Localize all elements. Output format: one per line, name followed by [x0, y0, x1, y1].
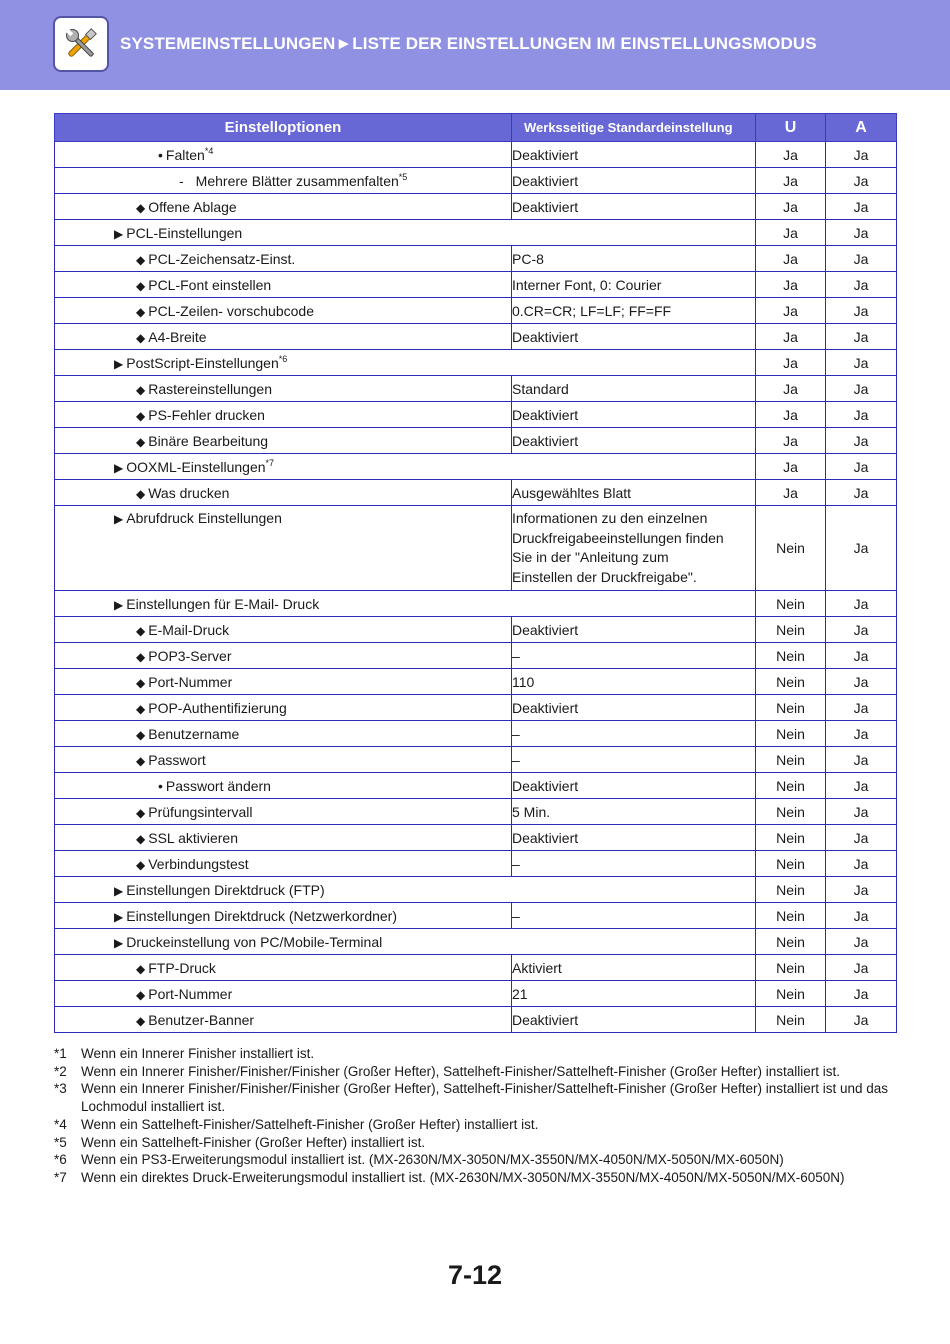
- table-row: [55, 929, 897, 955]
- level-marker-icon: -: [179, 173, 184, 189]
- table-row: [55, 799, 897, 825]
- setting-label: Port-Nummer: [148, 985, 233, 1002]
- admin-permission: Ja: [826, 376, 897, 402]
- default-value: Deaktiviert: [512, 695, 756, 721]
- column-header-default: Werksseitige Standardeinstellung: [512, 114, 756, 142]
- table-row: [55, 955, 897, 981]
- table-row: [55, 194, 897, 220]
- level-marker-icon: ◆: [136, 434, 146, 449]
- level-marker-icon: ◆: [136, 200, 146, 215]
- default-value: Deaktiviert: [512, 194, 756, 220]
- setting-option-cell: [55, 324, 512, 350]
- footnote-text: Wenn ein Innerer Finisher/Finisher/Finisher (Großer Hefter), Sattelheft-Finisher/Sattelheft-Finisher (Großer Hefter) installiert ist und das Lochmodul installiert ist.: [81, 1081, 889, 1115]
- user-permission: Ja: [756, 480, 826, 506]
- level-marker-icon: ◆: [136, 675, 146, 690]
- default-value: [512, 506, 756, 591]
- table-row: [55, 506, 897, 591]
- setting-option-cell: [55, 617, 512, 643]
- level-marker-icon: ◆: [136, 701, 146, 716]
- default-value: PC-8: [512, 246, 756, 272]
- user-permission: Nein: [756, 695, 826, 721]
- setting-label: Einstellungen Direktdruck (FTP): [126, 881, 325, 898]
- user-permission: Ja: [756, 220, 826, 246]
- admin-permission: Ja: [826, 877, 897, 903]
- table-row: [55, 591, 897, 617]
- admin-permission: Ja: [826, 773, 897, 799]
- setting-option: [55, 830, 511, 846]
- table-row: [55, 220, 897, 246]
- admin-permission: Ja: [826, 428, 897, 454]
- admin-permission: Ja: [826, 506, 897, 591]
- setting-label: E-Mail-Druck: [148, 621, 230, 638]
- admin-permission: Ja: [826, 617, 897, 643]
- setting-option: [55, 433, 511, 449]
- setting-label: PCL-Font einstellen: [148, 276, 272, 293]
- level-marker-icon: ◆: [136, 831, 146, 846]
- user-permission: Nein: [756, 773, 826, 799]
- level-marker-icon: ◆: [136, 857, 146, 872]
- admin-permission: Ja: [826, 220, 897, 246]
- setting-label: Falten: [165, 147, 205, 163]
- admin-permission: Ja: [826, 825, 897, 851]
- default-value: –: [512, 643, 756, 669]
- setting-option: [55, 908, 511, 924]
- setting-option: [55, 882, 755, 898]
- setting-label: PCL-Zeichensatz-Einst.: [148, 250, 296, 267]
- user-permission: Nein: [756, 591, 826, 617]
- setting-label: Einstellungen für E-Mail- Druck: [126, 595, 320, 612]
- user-permission: Nein: [756, 877, 826, 903]
- admin-permission: Ja: [826, 695, 897, 721]
- setting-option-cell: [55, 981, 512, 1007]
- admin-permission: Ja: [826, 350, 897, 376]
- user-permission: Ja: [756, 194, 826, 220]
- default-value: Deaktiviert: [512, 428, 756, 454]
- setting-option: [55, 856, 511, 872]
- setting-option-cell: [55, 350, 756, 376]
- default-value: –: [512, 851, 756, 877]
- admin-permission: Ja: [826, 454, 897, 480]
- level-marker-icon: ◆: [136, 408, 146, 423]
- setting-option-cell: [55, 402, 512, 428]
- setting-option-cell: [55, 929, 756, 955]
- admin-permission: Ja: [826, 298, 897, 324]
- setting-option-cell: [55, 480, 512, 506]
- setting-option-cell: [55, 721, 512, 747]
- setting-option-cell: [55, 799, 512, 825]
- admin-permission: Ja: [826, 168, 897, 194]
- setting-label: Offene Ablage: [148, 198, 237, 215]
- setting-option: [55, 510, 511, 526]
- level-marker-icon: ◆: [136, 753, 146, 768]
- footnote-text: Wenn ein PS3-Erweiterungsmodul installiert ist. (MX-2630N/MX-3050N/MX-3550N/MX-4050N/MX-5050N/MX-6050N): [81, 1152, 784, 1168]
- setting-option: [55, 329, 511, 345]
- setting-label: PCL-Einstellungen: [126, 224, 243, 241]
- level-marker-icon: ◆: [136, 278, 146, 293]
- user-permission: Ja: [756, 376, 826, 402]
- user-permission: Ja: [756, 454, 826, 480]
- setting-label: Einstellungen Direktdruck (Netzwerkordner): [126, 907, 398, 924]
- default-value: Aktiviert: [512, 955, 756, 981]
- default-value: –: [512, 903, 756, 929]
- table-row: [55, 1007, 897, 1033]
- table-body: [55, 142, 897, 1033]
- setting-label: PostScript-Einstellungen: [126, 355, 279, 371]
- setting-label: Verbindungstest: [148, 855, 249, 872]
- user-permission: Nein: [756, 981, 826, 1007]
- setting-option: [55, 596, 755, 612]
- setting-label: Passwort ändern: [165, 777, 271, 794]
- default-value: Deaktiviert: [512, 1007, 756, 1033]
- setting-option: [55, 1012, 511, 1028]
- table-row: [55, 643, 897, 669]
- setting-option: [55, 172, 511, 189]
- default-value: Deaktiviert: [512, 825, 756, 851]
- setting-label: SSL aktivieren: [148, 829, 238, 846]
- setting-option: [55, 354, 755, 371]
- user-permission: Nein: [756, 617, 826, 643]
- user-permission: Ja: [756, 168, 826, 194]
- setting-option-cell: [55, 695, 512, 721]
- setting-option-cell: [55, 428, 512, 454]
- table-row: [55, 981, 897, 1007]
- user-permission: Nein: [756, 721, 826, 747]
- level-marker-icon: ▶: [114, 461, 124, 475]
- table-row: [55, 350, 897, 376]
- level-marker-icon: ◆: [136, 805, 146, 820]
- admin-permission: Ja: [826, 324, 897, 350]
- setting-label: OOXML-Einstellungen: [126, 459, 266, 475]
- level-marker-icon: ▶: [114, 512, 124, 526]
- setting-option-cell: [55, 168, 512, 194]
- level-marker-icon: ◆: [136, 382, 146, 397]
- default-value-line: Druckfreigabeeinstellungen finden: [512, 529, 724, 546]
- setting-option-cell: [55, 142, 512, 168]
- user-permission: Nein: [756, 1007, 826, 1033]
- setting-label: Benutzer-Banner: [148, 1011, 255, 1028]
- setting-label: POP3-Server: [148, 647, 232, 664]
- default-value: 21: [512, 981, 756, 1007]
- footnote: [54, 1063, 904, 1081]
- footnote: [54, 1169, 904, 1187]
- user-permission: Ja: [756, 324, 826, 350]
- table-row: [55, 773, 897, 799]
- setting-label: Was drucken: [148, 484, 230, 501]
- default-value-line: Sie in der "Anleitung zum: [512, 549, 669, 565]
- footnote-mark: *3: [54, 1081, 67, 1097]
- footnote: [54, 1134, 904, 1152]
- table-row: [55, 747, 897, 773]
- default-value: Deaktiviert: [512, 617, 756, 643]
- admin-permission: Ja: [826, 1007, 897, 1033]
- user-permission: Nein: [756, 929, 826, 955]
- setting-label: POP-Authentifizierung: [148, 699, 287, 716]
- setting-label: PCL-Zeilen- vorschubcode: [148, 302, 314, 319]
- level-marker-icon: ◆: [136, 330, 146, 345]
- setting-option-cell: [55, 903, 512, 929]
- setting-option-cell: [55, 220, 756, 246]
- user-permission: Ja: [756, 298, 826, 324]
- admin-permission: Ja: [826, 929, 897, 955]
- footnote-reference: *5: [398, 172, 408, 182]
- level-marker-icon: •: [158, 777, 163, 794]
- setting-option-cell: [55, 877, 756, 903]
- footnote-mark: *4: [54, 1116, 67, 1132]
- setting-option: [55, 622, 511, 638]
- setting-option-cell: [55, 1007, 512, 1033]
- table-row: [55, 324, 897, 350]
- admin-permission: Ja: [826, 799, 897, 825]
- setting-label: Druckeinstellung von PC/Mobile-Terminal: [126, 933, 383, 950]
- setting-option-cell: [55, 376, 512, 402]
- setting-option: [55, 986, 511, 1002]
- setting-label: PS-Fehler drucken: [148, 406, 265, 423]
- table-row: [55, 617, 897, 643]
- admin-permission: Ja: [826, 246, 897, 272]
- default-value: Standard: [512, 376, 756, 402]
- admin-permission: Ja: [826, 643, 897, 669]
- user-permission: Nein: [756, 903, 826, 929]
- setting-label: Benutzername: [148, 725, 240, 742]
- user-permission: Ja: [756, 350, 826, 376]
- user-permission: Ja: [756, 272, 826, 298]
- admin-permission: Ja: [826, 402, 897, 428]
- default-value: Deaktiviert: [512, 773, 756, 799]
- default-value: Deaktiviert: [512, 168, 756, 194]
- footnote-reference: *6: [278, 354, 288, 364]
- setting-option-cell: [55, 773, 512, 799]
- footnote-mark: *5: [54, 1134, 67, 1150]
- setting-option-cell: [55, 246, 512, 272]
- level-marker-icon: ◆: [136, 727, 146, 742]
- tools-icon: [53, 16, 109, 72]
- setting-option: [55, 251, 511, 267]
- setting-option-cell: [55, 747, 512, 773]
- admin-permission: Ja: [826, 142, 897, 168]
- footnote-mark: *2: [54, 1063, 67, 1079]
- setting-label: Binäre Bearbeitung: [148, 432, 269, 449]
- level-marker-icon: ◆: [136, 623, 146, 638]
- admin-permission: Ja: [826, 747, 897, 773]
- table-row: [55, 877, 897, 903]
- settings-table: [54, 113, 897, 1033]
- admin-permission: Ja: [826, 480, 897, 506]
- footnotes: [54, 1045, 904, 1187]
- page-number: 7-12: [447, 1260, 503, 1290]
- setting-option: [55, 407, 511, 423]
- table-row: [55, 669, 897, 695]
- level-marker-icon: ▶: [114, 357, 124, 371]
- setting-label: Port-Nummer: [148, 673, 233, 690]
- table-row: [55, 246, 897, 272]
- table-row: [55, 721, 897, 747]
- default-value: 0.CR=CR; LF=LF; FF=FF: [512, 298, 756, 324]
- table-row: [55, 402, 897, 428]
- footnote: [54, 1151, 904, 1169]
- default-value: Ausgewähltes Blatt: [512, 480, 756, 506]
- setting-option-cell: [55, 591, 756, 617]
- level-marker-icon: ◆: [136, 486, 146, 501]
- level-marker-icon: ◆: [136, 987, 146, 1002]
- default-value: 5 Min.: [512, 799, 756, 825]
- setting-label: FTP-Druck: [148, 959, 216, 976]
- user-permission: Ja: [756, 142, 826, 168]
- setting-option: [55, 752, 511, 768]
- default-value: Interner Font, 0: Courier: [512, 272, 756, 298]
- footnote-text: Wenn ein Innerer Finisher/Finisher/Finisher (Großer Hefter), Sattelheft-Finisher/Sattelheft-Finisher (Großer Hefter) installiert ist.: [81, 1063, 840, 1079]
- default-value: Deaktiviert: [512, 142, 756, 168]
- setting-option-cell: [55, 454, 756, 480]
- admin-permission: Ja: [826, 591, 897, 617]
- setting-option: [55, 648, 511, 664]
- setting-label: A4-Breite: [148, 328, 207, 345]
- setting-option: [55, 726, 511, 742]
- setting-label: Prüfungsintervall: [148, 803, 253, 820]
- table-row: [55, 376, 897, 402]
- default-value: –: [512, 721, 756, 747]
- level-marker-icon: ▶: [114, 909, 124, 924]
- table-row: [55, 272, 897, 298]
- table-row: [55, 903, 897, 929]
- table-row: [55, 851, 897, 877]
- table-row: [55, 428, 897, 454]
- admin-permission: Ja: [826, 981, 897, 1007]
- table-row: [55, 825, 897, 851]
- setting-label: Passwort: [148, 751, 206, 768]
- level-marker-icon: ◆: [136, 304, 146, 319]
- admin-permission: Ja: [826, 851, 897, 877]
- setting-label: Abrufdruck Einstellungen: [126, 510, 282, 526]
- user-permission: Nein: [756, 955, 826, 981]
- setting-option: [55, 199, 511, 215]
- default-value: 110: [512, 669, 756, 695]
- footnote-reference: *4: [204, 146, 214, 156]
- setting-option-cell: [55, 506, 512, 591]
- setting-option: [55, 700, 511, 716]
- footnote-text: Wenn ein direktes Druck-Erweiterungsmodul installiert ist. (MX-2630N/MX-3050N/MX-3550N/MX-4050N/MX-5050N/MX-6050N): [81, 1169, 845, 1185]
- default-value: Deaktiviert: [512, 402, 756, 428]
- level-marker-icon: ◆: [136, 961, 146, 976]
- column-header-options: Einstelloptionen: [55, 114, 512, 142]
- setting-label: Rastereinstellungen: [148, 380, 272, 397]
- setting-option: [55, 225, 755, 241]
- setting-option: [55, 277, 511, 293]
- user-permission: Nein: [756, 799, 826, 825]
- user-permission: Nein: [756, 669, 826, 695]
- table-row: [55, 298, 897, 324]
- setting-option: [55, 381, 511, 397]
- user-permission: Nein: [756, 747, 826, 773]
- level-marker-icon: ◆: [136, 1013, 146, 1028]
- setting-option-cell: [55, 194, 512, 220]
- setting-option-cell: [55, 825, 512, 851]
- setting-option-cell: [55, 955, 512, 981]
- admin-permission: Ja: [826, 272, 897, 298]
- default-value: Deaktiviert: [512, 324, 756, 350]
- setting-label: Mehrere Blätter zusammenfalten: [195, 173, 399, 189]
- admin-permission: Ja: [826, 669, 897, 695]
- user-permission: Nein: [756, 506, 826, 591]
- setting-option: [55, 146, 511, 163]
- footnote-text: Wenn ein Innerer Finisher installiert ist.: [81, 1046, 315, 1061]
- setting-option: [55, 485, 511, 501]
- table-row: [55, 695, 897, 721]
- user-permission: Nein: [756, 851, 826, 877]
- setting-option-cell: [55, 643, 512, 669]
- setting-option: [55, 934, 755, 950]
- footnote: [54, 1116, 904, 1134]
- admin-permission: Ja: [826, 194, 897, 220]
- footnote-text: Wenn ein Sattelheft-Finisher/Sattelheft-Finisher (Großer Hefter) installiert ist.: [81, 1116, 539, 1132]
- page-title: SYSTEMEINSTELLUNGEN►LISTE DER EINSTELLUNGEN IM EINSTELLUNGSMODUS: [120, 34, 817, 53]
- user-permission: Ja: [756, 246, 826, 272]
- setting-option: [55, 458, 755, 475]
- setting-option: [55, 778, 511, 794]
- user-permission: Nein: [756, 643, 826, 669]
- footnote-mark: *7: [54, 1169, 67, 1185]
- table-row: [55, 454, 897, 480]
- admin-permission: Ja: [826, 955, 897, 981]
- setting-option-cell: [55, 851, 512, 877]
- level-marker-icon: ◆: [136, 252, 146, 267]
- user-permission: Nein: [756, 825, 826, 851]
- table-row: [55, 480, 897, 506]
- admin-permission: Ja: [826, 903, 897, 929]
- footnote: [54, 1080, 904, 1115]
- user-permission: Ja: [756, 402, 826, 428]
- footnote-reference: *7: [265, 458, 275, 468]
- setting-option-cell: [55, 669, 512, 695]
- setting-option: [55, 804, 511, 820]
- default-value-line: Informationen zu den einzelnen: [512, 510, 708, 526]
- setting-option: [55, 960, 511, 976]
- level-marker-icon: ◆: [136, 649, 146, 664]
- default-value-line: Einstellen der Druckfreigabe".: [512, 568, 697, 585]
- footnote-mark: *6: [54, 1152, 67, 1168]
- footnote-mark: *1: [54, 1046, 67, 1061]
- column-header-u: U: [756, 114, 826, 142]
- setting-option-cell: [55, 272, 512, 298]
- user-permission: Ja: [756, 428, 826, 454]
- default-value: –: [512, 747, 756, 773]
- level-marker-icon: •: [158, 147, 163, 163]
- level-marker-icon: ▶: [114, 883, 124, 898]
- setting-option: [55, 303, 511, 319]
- footnote-text: Wenn ein Sattelheft-Finisher (Großer Hefter) installiert ist.: [81, 1134, 426, 1150]
- setting-option-cell: [55, 298, 512, 324]
- table-row: [55, 142, 897, 168]
- table-row: [55, 168, 897, 194]
- level-marker-icon: ▶: [114, 226, 124, 241]
- level-marker-icon: ▶: [114, 597, 124, 612]
- setting-option: [55, 674, 511, 690]
- level-marker-icon: ▶: [114, 935, 124, 950]
- admin-permission: Ja: [826, 721, 897, 747]
- column-header-a: A: [826, 114, 897, 142]
- table-header-row: [55, 114, 897, 142]
- footnote: [54, 1045, 904, 1063]
- page-header-band: [0, 0, 950, 90]
